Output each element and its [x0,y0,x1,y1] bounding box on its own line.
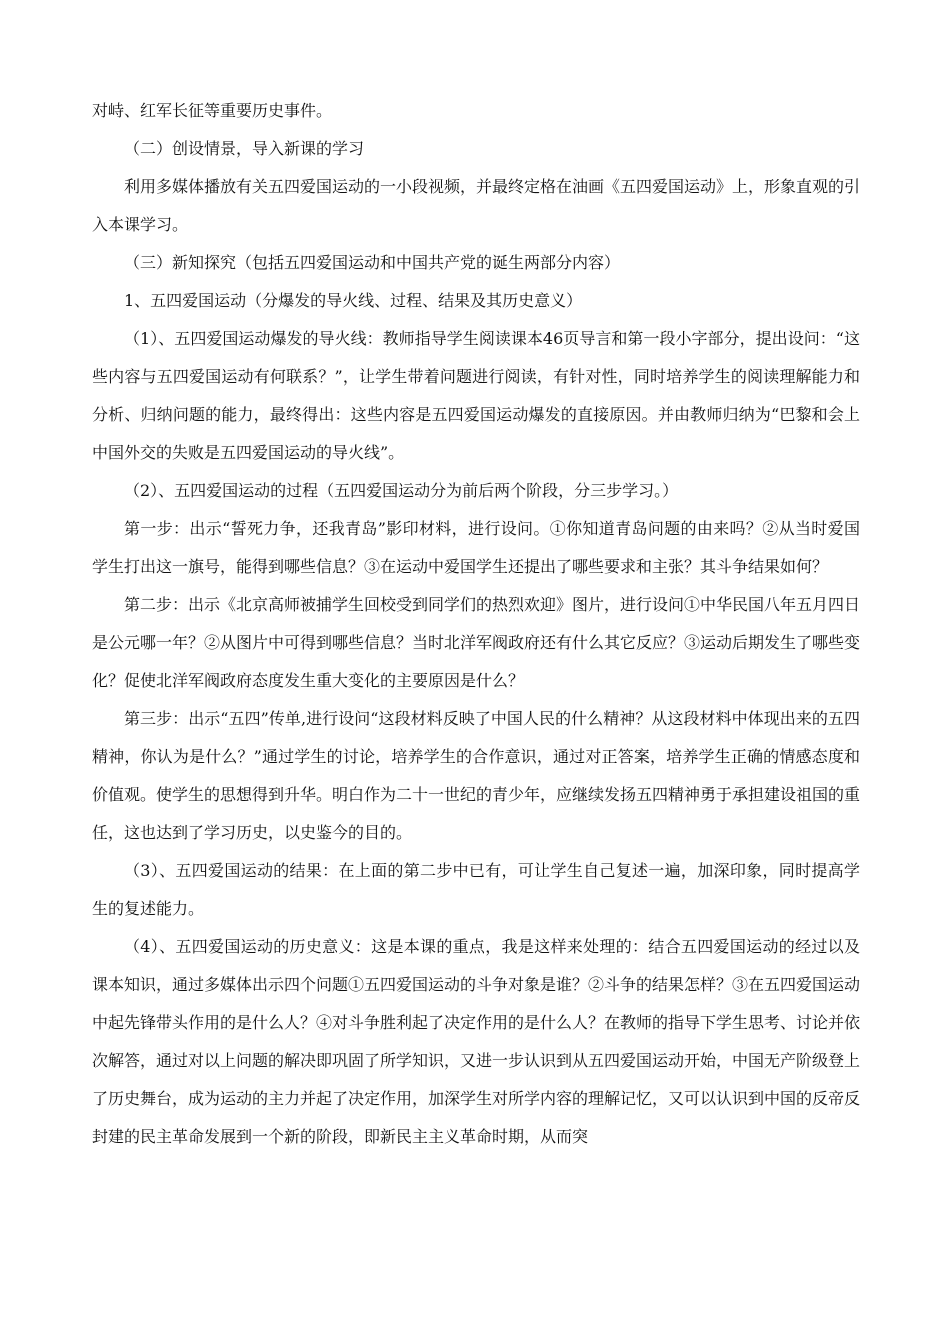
section-heading-2: （二）创设情景，导入新课的学习 [124,139,365,158]
paragraph-step-3: 第三步：出示“五四”传单,进行设问“这段材料反映了中国人民的什么精神？从这段材料中体现出来的五四精神，你认为是什么？”通过学生的讨论，培养学生的合作意识，通过对正答案，培养学生正确的情感态度和价值观。使学生的思想得到升华。明白作为二十一世纪的青少年，应继续发扬五四精神勇于承担建设祖国的重任，这也达到了学习历史，以史鉴今的目的。 [92,709,861,842]
section-heading-3: （三）新知探究（包括五四爱国运动和中国共产党的诞生两部分内容） [124,253,621,272]
paragraph-fuse: （1）、五四爱国运动爆发的导火线：教师指导学生阅读课本46页导言和第一段小字部分，提出设问：“这些内容与五四爱国运动有何联系？”，让学生带着问题进行阅读，有针对性，同时培养学生的阅读理解能力和分析、归纳问题的能力，最终得出：这些内容是五四爱国运动爆发的直接原因。并由教师归纳为“巴黎和会上中国外交的失败是五四爱国运动的导火线”。 [92,329,860,462]
paragraph-result: （3）、五四爱国运动的结果：在上面的第二步中已有，可让学生自己复述一遍，加深印象，同时提高学生的复述能力。 [92,861,860,918]
paragraph-step-1: 第一步：出示“誓死力争，还我青岛”影印材料，进行设问。①你知道青岛问题的由来吗？②从当时爱国学生打出这一旗号，能得到哪些信息？③在运动中爱国学生还提出了哪些要求和主张？其斗争结果如何？ [92,519,860,576]
paragraph-intro: 利用多媒体播放有关五四爱国运动的一小段视频，并最终定格在油画《五四爱国运动》上，形象直观的引入本课学习。 [92,177,861,234]
paragraph-step-2: 第二步：出示《北京高师被捕学生回校受到同学们的热烈欢迎》图片，进行设问①中华民国八年五月四日是公元哪一年？②从图片中可得到哪些信息？当时北洋军阀政府还有什么其它反应？③运动后期发生了哪些变化？促使北洋军阀政府态度发生重大变化的主要原因是什么？ [92,595,861,690]
paragraph-significance: （4）、五四爱国运动的历史意义：这是本课的重点，我是这样来处理的：结合五四爱国运动的经过以及课本知识，通过多媒体出示四个问题①五四爱国运动的斗争对象是谁？②斗争的结果怎样？③在五四爱国运动中起先锋带头作用的是什么人？④对斗争胜利起了决定作用的是什么人？在教师的指导下学生思考、讨论并依次解答，通过对以上问题的解决即巩固了所学知识，又进一步认识到从五四爱国运动开始，中国无产阶级登上了历史舞台，成为运动的主力并起了决定作用，加深学生对所学内容的理解记忆，又可以认识到中国的反帝反封建的民主革命发展到一个新的阶段，即新民主主义革命时期，从而突 [92,937,861,1146]
subsection-heading-1: 1、五四爱国运动（分爆发的导火线、过程、结果及其历史意义） [124,291,583,310]
document-body [92,92,860,1156]
paragraph-continuation: 对峙、红军长征等重要历史事件。 [92,101,333,120]
paragraph-process-heading: （2）、五四爱国运动的过程（五四爱国运动分为前后两个阶段，分三步学习。） [124,481,679,500]
